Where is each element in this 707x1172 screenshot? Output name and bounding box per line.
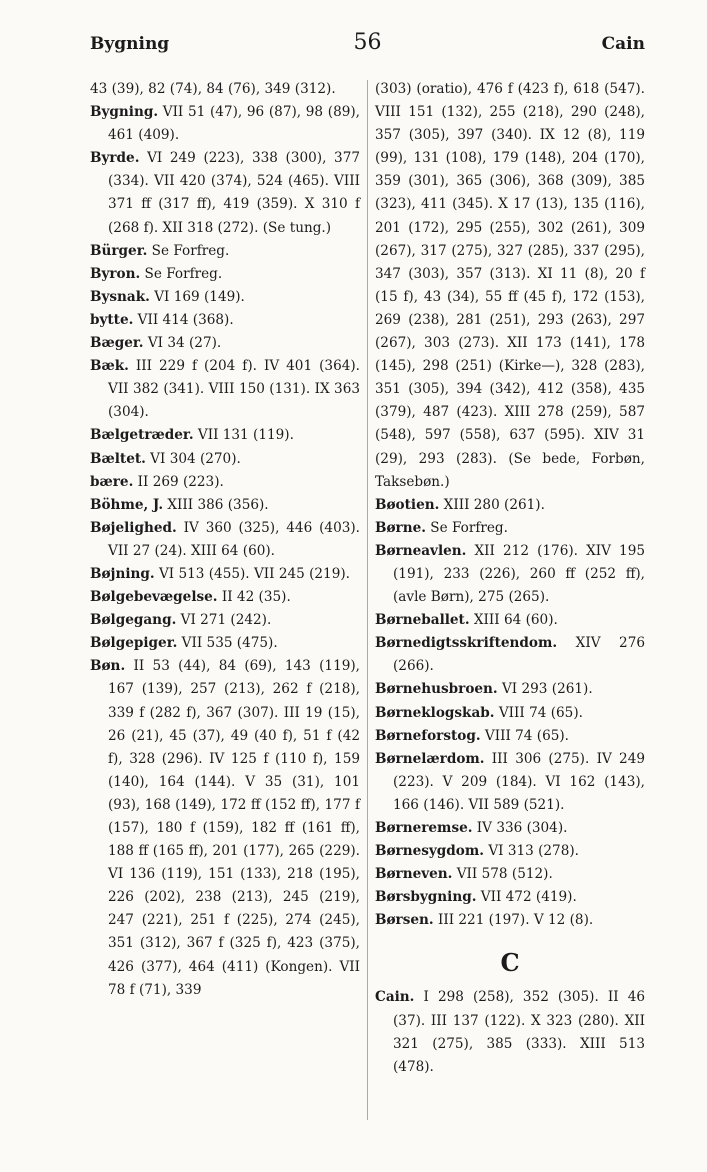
entry-headword: Børneballet. (375, 612, 470, 629)
entry-headword: Børneforstog. (375, 727, 481, 744)
entry-headword: Bøn. (90, 658, 126, 675)
index-entry: Bøotien. XIII 280 (261). (375, 496, 545, 513)
running-head-left: Bygning (90, 34, 170, 54)
entry-headword: bytte. (90, 311, 134, 328)
index-entry: bytte. VII 414 (368). (90, 311, 234, 328)
entry-headword: Bygning. (90, 104, 159, 121)
index-entry: Byron. Se Forfreg. (90, 265, 223, 282)
index-entry: 43 (39), 82 (74), 84 (76), 349 (312). (90, 81, 336, 97)
entry-headword: Bøjelighed. (90, 519, 177, 536)
entry-headword: Cain. (375, 989, 415, 1006)
index-entry: Bysnak. VI 169 (149). (90, 288, 245, 305)
index-entry: Børneklogskab. VIII 74 (65). (375, 704, 583, 721)
section-letter: C (500, 948, 520, 978)
index-entry: bære. II 269 (223). (90, 473, 224, 490)
entry-headword: Børneavlen. (375, 542, 467, 559)
entry-headword: Børne. (375, 519, 426, 536)
index-entry: Bælgetræder. VII 131 (119). (90, 427, 294, 444)
index-entry: Bæk. III 229 f (204 f). IV 401 (364). VII 382 (341). VIII 150 (131). IX 363 (304). (90, 358, 360, 421)
index-entry: Bæltet. VI 304 (270). (90, 450, 241, 467)
index-entry: Børneavlen. XII 212 (176). XIV 195 (191), 233 (226), 260 ff (252 ff), (avle Børn), 275 (265). (375, 542, 645, 606)
entry-headword: Børnehusbroen. (375, 681, 498, 698)
entry-headword: bære. (90, 473, 134, 490)
index-entry: Bølgegang. VI 271 (242). (90, 612, 272, 629)
index-entry: Böhme, J. XIII 386 (356). (90, 496, 269, 513)
index-entry: Børnelærdom. III 306 (275). IV 249 (223). V 209 (184). VI 162 (143), 166 (146). VII 589 (521). (375, 750, 645, 813)
entry-headword: Bøotien. (375, 496, 440, 513)
index-entry: Børnedigtsskriftendom. XIV 276 (266). (375, 635, 645, 675)
entry-headword: Byron. (90, 265, 141, 282)
index-entry: Byrde. VI 249 (223), 338 (300), 377 (334). VII 420 (374), 524 (465). VIII 371 ff (317 ff), 419 (359). X 310 f (268 f). XII 318 (272). (Se tung.) (90, 150, 360, 236)
index-entry: Bøjelighed. IV 360 (325), 446 (403). VII 27 (24). XIII 64 (60). (90, 519, 360, 559)
index-entry: Børnehusbroen. VI 293 (261). (375, 681, 593, 698)
left-column (90, 78, 360, 1002)
entry-headword: Børnesygdom. (375, 843, 484, 860)
index-entry: Bøjning. VI 513 (455). VII 245 (219). (90, 565, 350, 582)
index-entry: Bølgebevægelse. II 42 (35). (90, 589, 291, 606)
running-head-right: Cain (601, 34, 645, 54)
index-entry: Børneremse. IV 336 (304). (375, 820, 568, 836)
entry-headword: Bølgegang. (90, 612, 177, 629)
entry-headword: Bürger. (90, 242, 148, 259)
index-entry: Børneballet. XIII 64 (60). (375, 612, 558, 629)
index-entry: Cain. I 298 (258), 352 (305). II 46 (37). III 137 (122). X 323 (280). XII 321 (275), 385 (333). XIII 513 (478). (375, 989, 645, 1075)
index-entry: Bølgepiger. VII 535 (475). (90, 635, 278, 652)
entry-headword: Børsen. (375, 912, 434, 929)
page-number: 56 (353, 30, 382, 55)
entry-headword: Byrde. (90, 150, 140, 167)
entry-headword: Børsbygning. (375, 889, 477, 906)
entry-headword: Bælgetræder. (90, 427, 194, 444)
right-column (375, 78, 645, 1079)
index-entry: Børneforstog. VIII 74 (65). (375, 727, 569, 744)
entry-headword: Børnedigtsskriftendom. (375, 635, 558, 652)
entry-headword: Børneremse. (375, 820, 473, 836)
entry-headword: Børneklogskab. (375, 704, 495, 721)
index-entry: Børsen. III 221 (197). V 12 (8). (375, 912, 594, 929)
index-entry: Bürger. Se Forfreg. (90, 242, 230, 259)
page-header (90, 30, 645, 60)
index-entry: Børne. Se Forfreg. (375, 519, 508, 536)
index-entry: Børneven. VII 578 (512). (375, 866, 553, 883)
entry-headword: Böhme, J. (90, 496, 164, 513)
index-entry: (303) (oratio), 476 f (423 f), 618 (547). VIII 151 (132), 255 (218), 290 (248), 357 (305), 397 (340). IX 12 (8), 119 (99), 131 (108), 179 (148), 204 (170), 359 (301), 365 (306), 368 (309), 385 (323), 411 (345). X 17 (13), 135 (116), 201 (172), 295 (255), 302 (261), 309 (267), 317 (275), 327 (285), 337 (295), 347 (303), 357 (313). XI 11 (8), 20 f (15 f), 43 (34), 55 ff (45 f), 172 (153), 269 (238), 281 (251), 293 (263), 297 (267), 303 (273). XII 173 (141), 178 (145), 298 (251) (Kirke—), 328 (283), 351 (305), 394 (342), 412 (358), 435 (379), 487 (423). XIII 278 (259), 587 (548), 597 (558), 637 (595). XIV 31 (29), 293 (283). (Se bede, Forbøn, Taksebøn.) (375, 81, 645, 490)
column-divider (367, 80, 368, 1120)
entry-headword: Bæger. (90, 335, 144, 352)
entry-headword: Bysnak. (90, 288, 150, 305)
index-entry: Bæger. VI 34 (27). (90, 335, 222, 352)
entry-headword: Bæltet. (90, 450, 146, 467)
index-entry: Bøn. II 53 (44), 84 (69), 143 (119), 167 (139), 257 (213), 262 f (218), 339 f (282 f), 367 (307). III 19 (15), 26 (21), 45 (37), 49 (40 f), 51 f (42 f), 328 (296). IV 125 f (110 f), 159 (140), 164 (144). V 35 (31), 101 (93), 168 (149), 172 ff (152 ff), 177 f (157), 180 f (159), 182 ff (161 ff), 188 ff (165 ff), 201 (177), 265 (229). VI 136 (119), 151 (133), 218 (195), 226 (202), 238 (213), 245 (219), 247 (221), 251 f (225), 274 (245), 351 (312), 367 f (325 f), 423 (375), 426 (377), 464 (411) (Kongen). VII 78 f (71), 339 (90, 658, 360, 998)
entry-headword: Bæk. (90, 358, 129, 375)
index-entry: Børsbygning. VII 472 (419). (375, 889, 577, 906)
entry-headword: Børneven. (375, 866, 453, 883)
entry-headword: Bølgebevægelse. (90, 589, 218, 606)
entry-headword: Børnelærdom. (375, 750, 485, 767)
index-entry: Bygning. VII 51 (47), 96 (87), 98 (89), 461 (409). (90, 104, 360, 144)
entry-headword: Bølgepiger. (90, 635, 178, 652)
entry-headword: Bøjning. (90, 565, 155, 582)
index-entry: Børnesygdom. VI 313 (278). (375, 843, 579, 860)
